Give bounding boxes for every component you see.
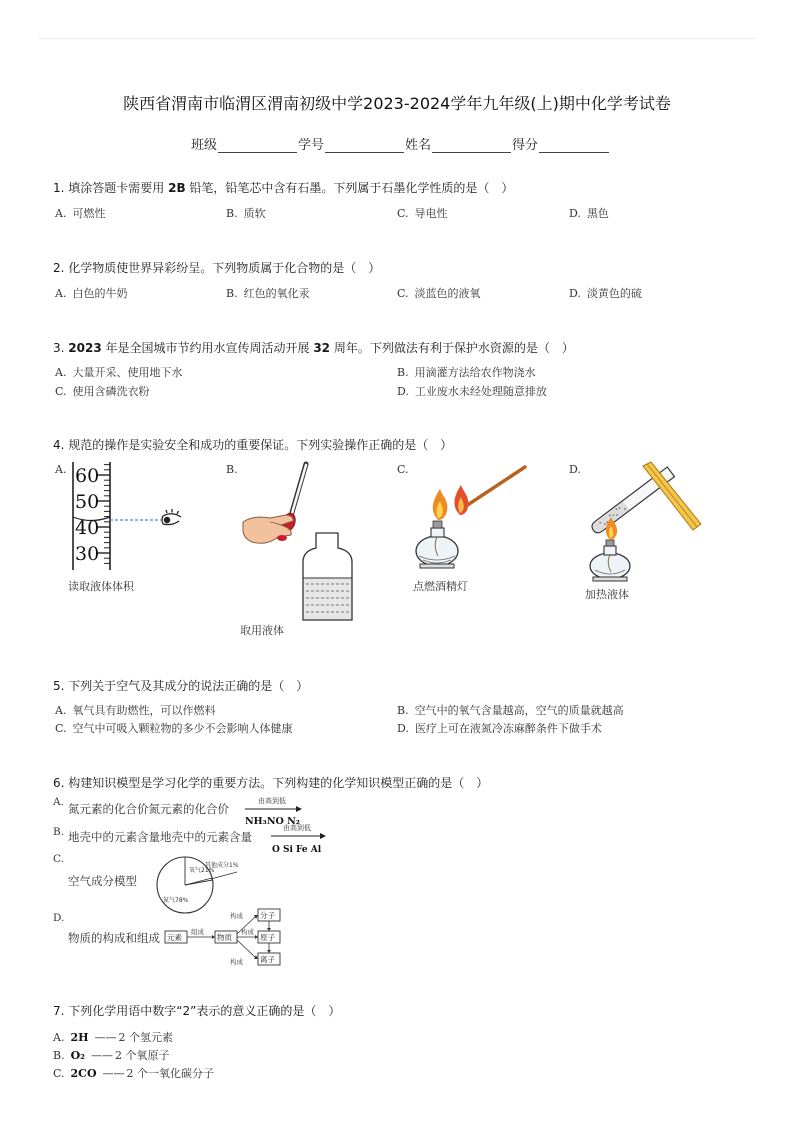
pie-label-other: 其他成分1% (205, 862, 239, 869)
option-letter: C. (53, 1067, 65, 1080)
name-label: 姓名 (405, 138, 432, 153)
option-text: 使用含磷洗衣粉 (72, 385, 150, 398)
scale-label-60: 60 (75, 465, 100, 487)
option-letter: C. (55, 385, 67, 398)
leader-line (211, 872, 237, 879)
class-blank (218, 138, 297, 153)
q1-option-c (397, 205, 448, 221)
node-atom: 原子 (260, 933, 275, 942)
option-letter: B. (226, 287, 238, 300)
q7-option-c (53, 1065, 214, 1081)
q4-stem: 4. 规范的操作是实验安全和成功的重要保证。下列实验操作正确的是（ ） (53, 438, 453, 452)
q6-substance-diagram (162, 906, 287, 970)
option-meaning: 2 个氧原子 (115, 1049, 170, 1062)
hand-icon (243, 515, 293, 543)
option-dash: —— (91, 1049, 113, 1062)
lamp-flame-icon (433, 489, 448, 520)
q7-option-b (53, 1047, 170, 1063)
q4-option-b-letter: B. (226, 463, 238, 476)
option-letter: D. (397, 722, 409, 735)
arrow-head-icon (320, 833, 326, 839)
arrow-label: 由高到低 (258, 797, 286, 805)
q6-option-b-text: 地壳中的元素含量地壳中的元素含量 (68, 830, 252, 844)
q4-option-d-letter: D. (569, 463, 581, 476)
number-label: 学号 (298, 138, 325, 153)
q4-cylinder-figure (62, 460, 187, 572)
q6-option-a-text: 氮元素的化合价氮元素的化合价 (68, 802, 229, 816)
scale-label-50: 50 (75, 491, 100, 513)
option-formula: 2H (70, 1031, 89, 1044)
q2-option-a (55, 285, 127, 301)
scale-label-40: 40 (75, 517, 100, 539)
option-text: 黑色 (586, 207, 609, 220)
q4-option-c-caption: 点燃酒精灯 (413, 580, 468, 593)
alcohol-lamp (416, 521, 458, 568)
option-letter: B. (397, 366, 409, 379)
q5-option-d (397, 720, 602, 736)
q6-option-d-text: 物质的构成和组成 (68, 931, 160, 945)
option-text: 质软 (243, 207, 266, 220)
q3-stem-number: 3. (53, 341, 69, 355)
q6-option-d-letter: D. (53, 912, 65, 924)
student-info-line (191, 134, 610, 153)
option-dash: —— (102, 1067, 125, 1080)
q4-option-b-caption: 取用液体 (240, 624, 284, 637)
exam-title: 陕西省渭南市临渭区渭南初级中学2023-2024学年九年级(上)期中化学考试卷 (123, 94, 671, 113)
q4-lamp-lighting-figure (408, 460, 533, 575)
alcohol-lamp (590, 540, 630, 581)
q2-option-d (569, 285, 642, 301)
q6-stem: 6. 构建知识模型是学习化学的重要方法。下列构建的化学知识模型正确的是（ ） (53, 776, 489, 790)
option-text: 用滴灌方法给农作物浇水 (414, 366, 536, 379)
q2-stem: 2. 化学物质使世界异彩纷呈。下列物质属于化合物的是（ ） (53, 261, 381, 275)
arrow-items: O Si Fe Al (272, 845, 322, 855)
q3-option-c (55, 383, 150, 399)
q1-stem-text: 1. 填涂答题卡需要用 (53, 181, 169, 195)
node-molecule: 分子 (260, 911, 275, 920)
edge-constitute-atom: 构成 (241, 928, 254, 936)
q3-stem (53, 339, 574, 356)
q3-stem-count: 32 (313, 341, 331, 355)
q1-option-a (55, 205, 105, 221)
option-text: 淡蓝色的液氧 (414, 287, 481, 300)
q1-option-b (226, 205, 266, 221)
number-blank (325, 138, 404, 153)
q2-option-b (226, 285, 310, 301)
arrow-label: 由高到低 (283, 824, 311, 832)
q5-stem: 5. 下列关于空气及其成分的说法正确的是（ ） (53, 679, 309, 693)
q2-option-c (397, 285, 481, 301)
node-substance: 物质 (217, 933, 232, 942)
option-formula: 2CO (70, 1067, 97, 1080)
q1-option-d (569, 205, 609, 221)
name-blank (432, 138, 511, 153)
q6-option-b-arrow (270, 822, 332, 854)
match-flame-icon (454, 485, 468, 515)
match-stick (460, 467, 525, 510)
option-dash: —— (94, 1031, 117, 1044)
option-meaning: 2 个一氧化碳分子 (126, 1067, 215, 1080)
q5-option-b (397, 702, 624, 718)
arrow-head-icon (296, 806, 302, 812)
option-letter: B. (397, 704, 409, 717)
option-text: 大量开采、使用地下水 (72, 366, 183, 379)
q3-option-d (397, 383, 547, 399)
score-label: 得分 (512, 138, 539, 153)
q6-option-c-text: 空气成分模型 (68, 874, 137, 888)
edge-compose: 组成 (191, 928, 204, 936)
q4-dropper-figure (236, 460, 361, 625)
arrow-items: NH₃NO N₂ (245, 816, 300, 827)
score-blank (539, 138, 609, 153)
q4-heating-figure (583, 460, 703, 585)
option-text: 白色的牛奶 (72, 287, 128, 300)
edge-constitute-ion: 构成 (230, 958, 243, 966)
option-letter: A. (55, 207, 67, 220)
option-text: 医疗上可在液氮冷冻麻醉条件下做手术 (414, 722, 602, 735)
option-text: 淡黄色的硫 (586, 287, 642, 300)
eye-icon (162, 509, 181, 525)
q4-option-d-caption: 加热液体 (585, 588, 629, 601)
node-element: 元素 (167, 933, 182, 942)
q4-option-c-letter: C. (397, 463, 409, 476)
pie-label-oxygen: 氧气21% (189, 867, 215, 874)
q7-stem: 7. 下列化学用语中数字“2”表示的意义正确的是（ ） (53, 1004, 341, 1018)
class-label: 班级 (191, 138, 218, 153)
q6-option-b-letter: B. (53, 826, 65, 838)
option-text: 空气中可吸入颗粒物的多少不会影响人体健康 (72, 722, 293, 735)
option-text: 可燃性 (72, 207, 106, 220)
option-letter: C. (55, 722, 67, 735)
option-letter: A. (55, 287, 67, 300)
q5-option-c (55, 720, 293, 736)
q3-stem-text: 年是全国城市节约用水宣传周活动开展 (101, 341, 314, 355)
node-ion: 离子 (260, 955, 275, 964)
reagent-bottle (303, 533, 352, 620)
q6-option-c-letter: C. (53, 853, 64, 865)
q4-option-a-letter: A. (55, 463, 67, 476)
q3-option-a (55, 364, 182, 380)
option-letter: C. (397, 207, 409, 220)
q1-stem-bold: 2B (168, 181, 186, 195)
option-meaning: 2 个氢元素 (118, 1031, 173, 1044)
option-letter: A. (55, 366, 67, 379)
scale-label-30: 30 (75, 543, 100, 565)
q6-option-a-letter: A. (53, 796, 64, 808)
option-letter: D. (569, 207, 581, 220)
edge-constitute-molecule: 构成 (230, 912, 243, 920)
q3-stem-text-end: 周年。下列做法有利于保护水资源的是（ ） (330, 341, 574, 355)
option-letter: B. (53, 1049, 65, 1062)
option-letter: D. (569, 287, 581, 300)
q1-stem-text-end: 铅笔，铅笔芯中含有石墨。下列属于石墨化学性质的是（ ） (185, 181, 514, 195)
q3-option-b (397, 364, 536, 380)
option-text: 工业废水未经处理随意排放 (414, 385, 547, 398)
q7-option-a (53, 1029, 173, 1045)
option-letter: A. (55, 704, 67, 717)
pie-label-nitrogen: 氮气78% (163, 897, 189, 904)
test-tube-holder (643, 462, 701, 530)
option-letter: D. (397, 385, 409, 398)
option-text: 导电性 (414, 207, 448, 220)
option-letter: B. (226, 207, 238, 220)
q1-stem (53, 179, 513, 196)
q4-option-a-caption: 读取液体体积 (68, 580, 134, 593)
option-text: 氧气具有助燃性，可以作燃料 (72, 704, 216, 717)
top-divider (38, 38, 756, 39)
q5-option-a (55, 702, 215, 718)
option-letter: C. (397, 287, 409, 300)
option-letter: A. (53, 1031, 65, 1044)
option-text: 红色的氧化汞 (243, 287, 310, 300)
option-text: 空气中的氧气含量越高，空气的质量就越高 (414, 704, 624, 717)
q3-stem-year: 2023 (68, 341, 102, 355)
option-formula: O₂ (70, 1049, 85, 1062)
